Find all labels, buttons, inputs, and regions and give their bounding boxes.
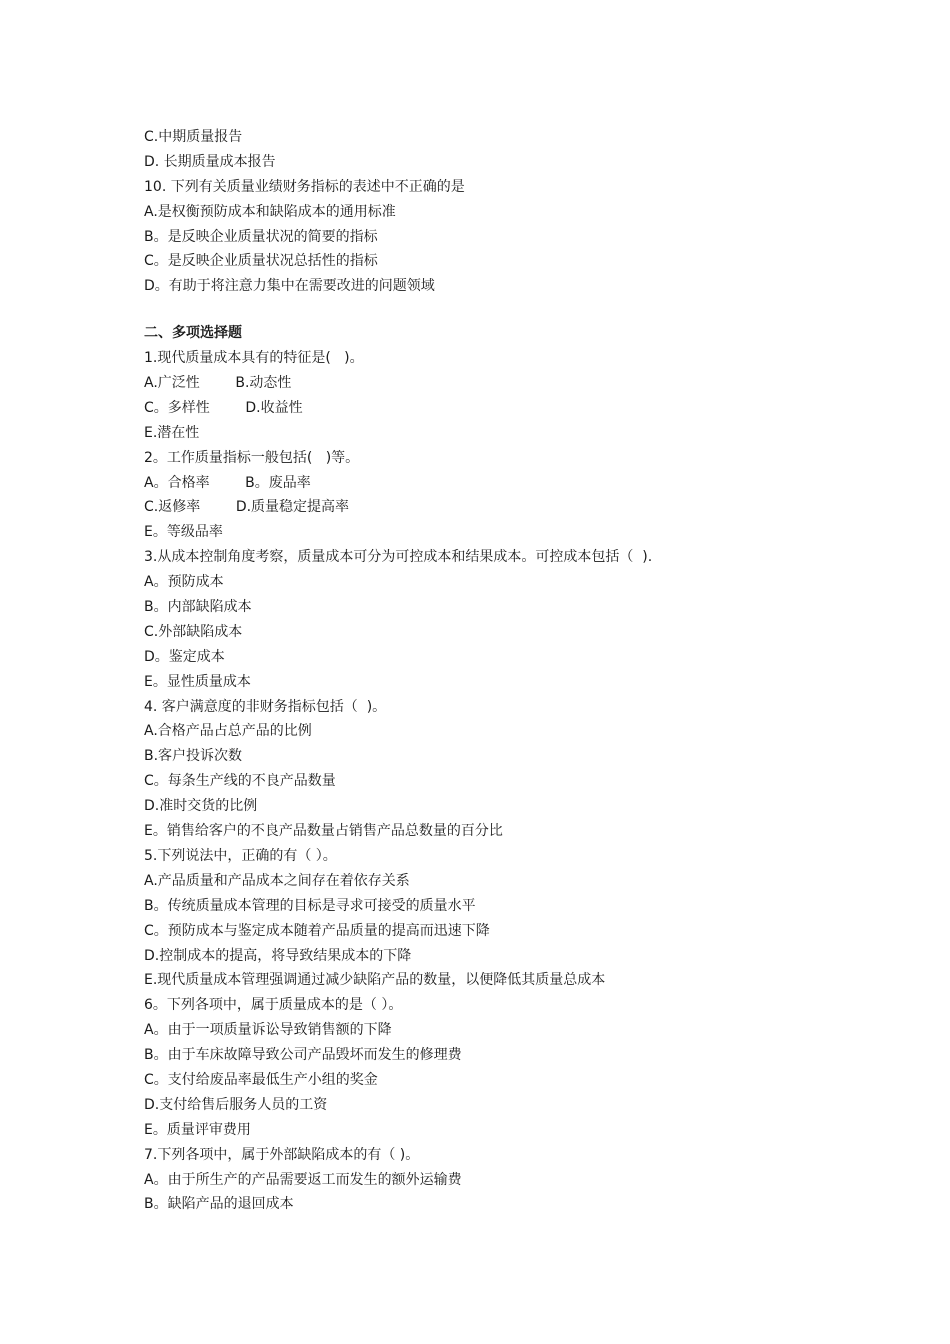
option-line: E。显性质量成本 [144,673,251,690]
option-line: D.准时交货的比例 [144,798,258,815]
option-line: B。缺陷产品的退回成本 [144,1196,294,1213]
option-line: A.产品质量和产品成本之间存在着依存关系 [144,872,410,889]
option-line: A.合格产品占总产品的比例 [144,723,312,740]
option-line: D。有助于将注意力集中在需要改进的问题领域 [144,278,435,295]
option-line: D.控制成本的提高，将导致结果成本的下降 [144,947,412,964]
option-line: E。销售给客户的不良产品数量占销售产品总数量的百分比 [144,823,503,840]
option-line: A。由于一项质量诉讼导致销售额的下降 [144,1022,392,1039]
section-title: 二、多项选择题 [144,325,242,342]
question-7: 7.下列各项中，属于外部缺陷成本的有（ )。 [144,1146,420,1163]
option-line: D。鉴定成本 [144,648,225,665]
question-6: 6。下列各项中，属于质量成本的是（ ）。 [144,997,403,1014]
option-line: A.是权衡预防成本和缺陷成本的通用标准 [144,203,396,220]
text-line: D. 长期质量成本报告 [144,153,276,170]
document-page [144,125,844,1217]
option-line: C.返修率 D.质量稳定提高率 [144,499,350,516]
option-line: D.支付给售后服务人员的工资 [144,1096,328,1113]
section-gap [144,299,844,321]
option-line: E。质量评审费用 [144,1121,251,1138]
option-line: B。内部缺陷成本 [144,599,252,616]
question-1: 1.现代质量成本具有的特征是( )。 [144,350,364,367]
option-line: B.客户投诉次数 [144,748,243,765]
question-3: 3.从成本控制角度考察，质量成本可分为可控成本和结果成本。可控成本包括（ ). [144,549,653,566]
question-5: 5.下列说法中，正确的有（ ）。 [144,847,337,864]
option-line: A.广泛性 B.动态性 [144,375,292,392]
option-line: B。由于车床故障导致公司产品毁坏而发生的修理费 [144,1047,462,1064]
option-line: B。传统质量成本管理的目标是寻求可接受的质量水平 [144,897,476,914]
question-2: 2。工作质量指标一般包括( )等。 [144,449,360,466]
question-4: 4. 客户满意度的非财务指标包括（ )。 [144,698,387,715]
option-line: E.潜在性 [144,424,200,441]
option-line: A。预防成本 [144,574,224,591]
option-line: E。等级品率 [144,524,223,541]
option-line: C。预防成本与鉴定成本随着产品质量的提高而迅速下降 [144,922,490,939]
option-line: C。每条生产线的不良产品数量 [144,773,336,790]
option-line: A。合格率 B。废品率 [144,474,311,491]
option-line: E.现代质量成本管理强调通过减少缺陷产品的数量，以便降低其质量总成本 [144,972,606,989]
text-line: C.中期质量报告 [144,129,243,145]
option-line: C.外部缺陷成本 [144,623,243,640]
option-line: B。是反映企业质量状况的简要的指标 [144,228,378,245]
option-line: C。支付给废品率最低生产小组的奖金 [144,1071,378,1088]
question-10: 10. 下列有关质量业绩财务指标的表述中不正确的是 [144,178,465,195]
option-line: C。是反映企业质量状况总括性的指标 [144,253,378,270]
option-line: C。多样性 D.收益性 [144,399,303,416]
option-line: A。由于所生产的产品需要返工而发生的额外运输费 [144,1171,462,1188]
